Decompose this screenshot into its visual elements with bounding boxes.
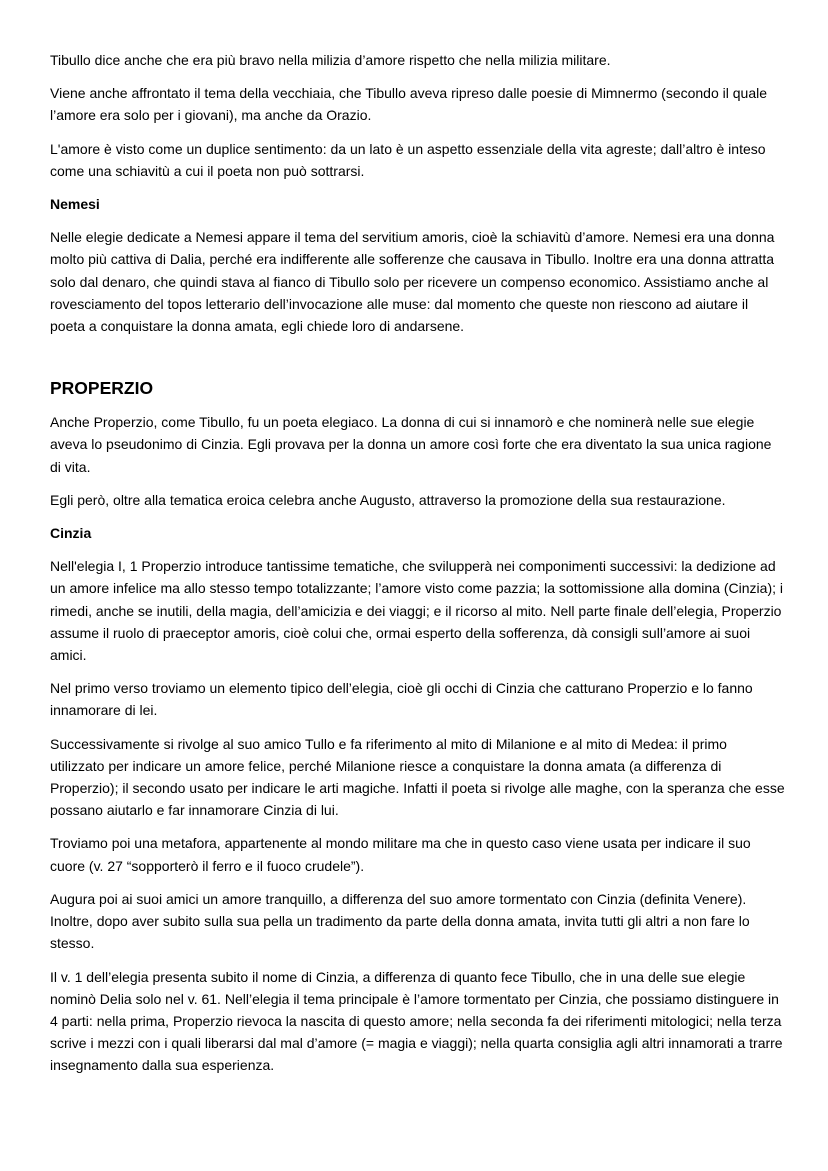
heading-nemesi: Nemesi [50, 196, 100, 213]
paragraph-tibullo-milizia: Tibullo dice anche che era più bravo nella milizia d’amore rispetto che nella milizia militare. [50, 52, 611, 68]
paragraph-properzio-augusto: Egli però, oltre alla tematica eroica celebra anche Augusto, attraverso la promozione della sua restaurazione. [50, 491, 726, 508]
paragraph-tibullo-amore: L'amore è visto come un duplice sentimento: da un lato è un aspetto essenziale della vita agreste; dall’altro è inteso come una schiavitù a cui il poeta non può sottrarsi. [50, 140, 766, 179]
paragraph-cinzia-amici: Augura poi ai suoi amici un amore tranquillo, a differenza del suo amore tormentato con Cinzia (definita Venere). Inoltre, dopo aver subito sulla sua pella un tradimento da parte della donna amata, invita tutti gli altri a non fare lo stesso. [50, 890, 750, 952]
paragraph-cinzia-tullo: Successivamente si rivolge al suo amico Tullo e fa riferimento al mito di Milanione e al mito di Medea: il primo utilizzato per indicare un amore felice, perché Milanione riesce a conquistare la donna amata (a differenza di Properzio); il secondo usato per indicare le arti magiche. Infatti il poeta si rivolge alle maghe, con la speranza che esse possano aiutarlo e far innamorare Cinzia di lui. [50, 735, 785, 819]
paragraph-tibullo-vecchiaia: Viene anche affrontato il tema della vecchiaia, che Tibullo aveva ripreso dalle poesie di Mimnermo (secondo il quale l’amore era solo per i giovani), ma anche da Orazio. [50, 85, 768, 124]
paragraph-cinzia-struttura: Il v. 1 dell’elegia presenta subito il nome di Cinzia, a differenza di quanto fece Tibullo, che in una delle sue elegie nominò Delia solo nel v. 61. Nell’elegia il tema principale è l’amore tormentato per Cinzia, che possiamo distinguere in 4 parti: nella prima, Properzio rievoca la nascita di questo amore; nella seconda fa dei riferimenti mitologici; nella terza scrive i mezzi con i quali liberarsi dal mal d’amore (= magia e viaggi); nella quarta consiglia agli altri innamorati a trarre insegnamento dalla sua esperienza. [50, 968, 783, 1074]
heading-properzio: PROPERZIO [50, 378, 154, 399]
paragraph-nemesi: Nelle elegie dedicate a Nemesi appare il tema del servitium amoris, cioè la schiavitù d’amore. Nemesi era una donna molto più cattiva di Dalia, perché era indifferente alle sofferenze che causava in Tibullo. Inoltre era una donna attratta solo dal denaro, che quindi stava al fianco di Tibullo solo per ricevere un compenso economico. Assistiamo anche al rovesciamento del topos letterario dell’invocazione alle muse: dal momento che queste non riescono ad aiutare il poeta a conquistare la donna amata, egli chiede loro di andarsene. [50, 229, 775, 335]
heading-cinzia: Cinzia [50, 525, 92, 542]
paragraph-cinzia-metafora: Troviamo poi una metafora, appartenente al mondo militare ma che in questo caso viene usata per indicare il suo cuore (v. 27 “sopporterò il ferro e il fuoco crudele”). [50, 835, 751, 874]
paragraph-properzio-intro: Anche Properzio, come Tibullo, fu un poeta elegiaco. La donna di cui si innamorò e che nominerà nelle sue elegie aveva lo pseudonimo di Cinzia. Egli provava per la donna un amore così forte che era diventato la sua unica ragione di vita. [50, 414, 772, 475]
document-page [50, 49, 785, 1088]
paragraph-cinzia-elegia: Nell'elegia I, 1 Properzio introduce tantissime tematiche, che svilupperà nei componimenti successivi: la dedizione ad un amore infelice ma allo stesso tempo totalizzante; l’amore visto come pazzia; la sottomissione alla domina (Cinzia); i rimedi, anche se inutili, della magia, dell’amicizia e dei viaggi; e il ricorso al mito. Nell parte finale dell’elegia, Properzio assume il ruolo di praeceptor amoris, cioè colui che, ormai esperto della sofferenza, dà consigli sull’amore ai suoi amici. [50, 558, 783, 664]
paragraph-cinzia-occhi: Nel primo verso troviamo un elemento tipico dell’elegia, cioè gli occhi di Cinzia che catturano Properzio e lo fanno innamorare di lei. [50, 680, 753, 719]
